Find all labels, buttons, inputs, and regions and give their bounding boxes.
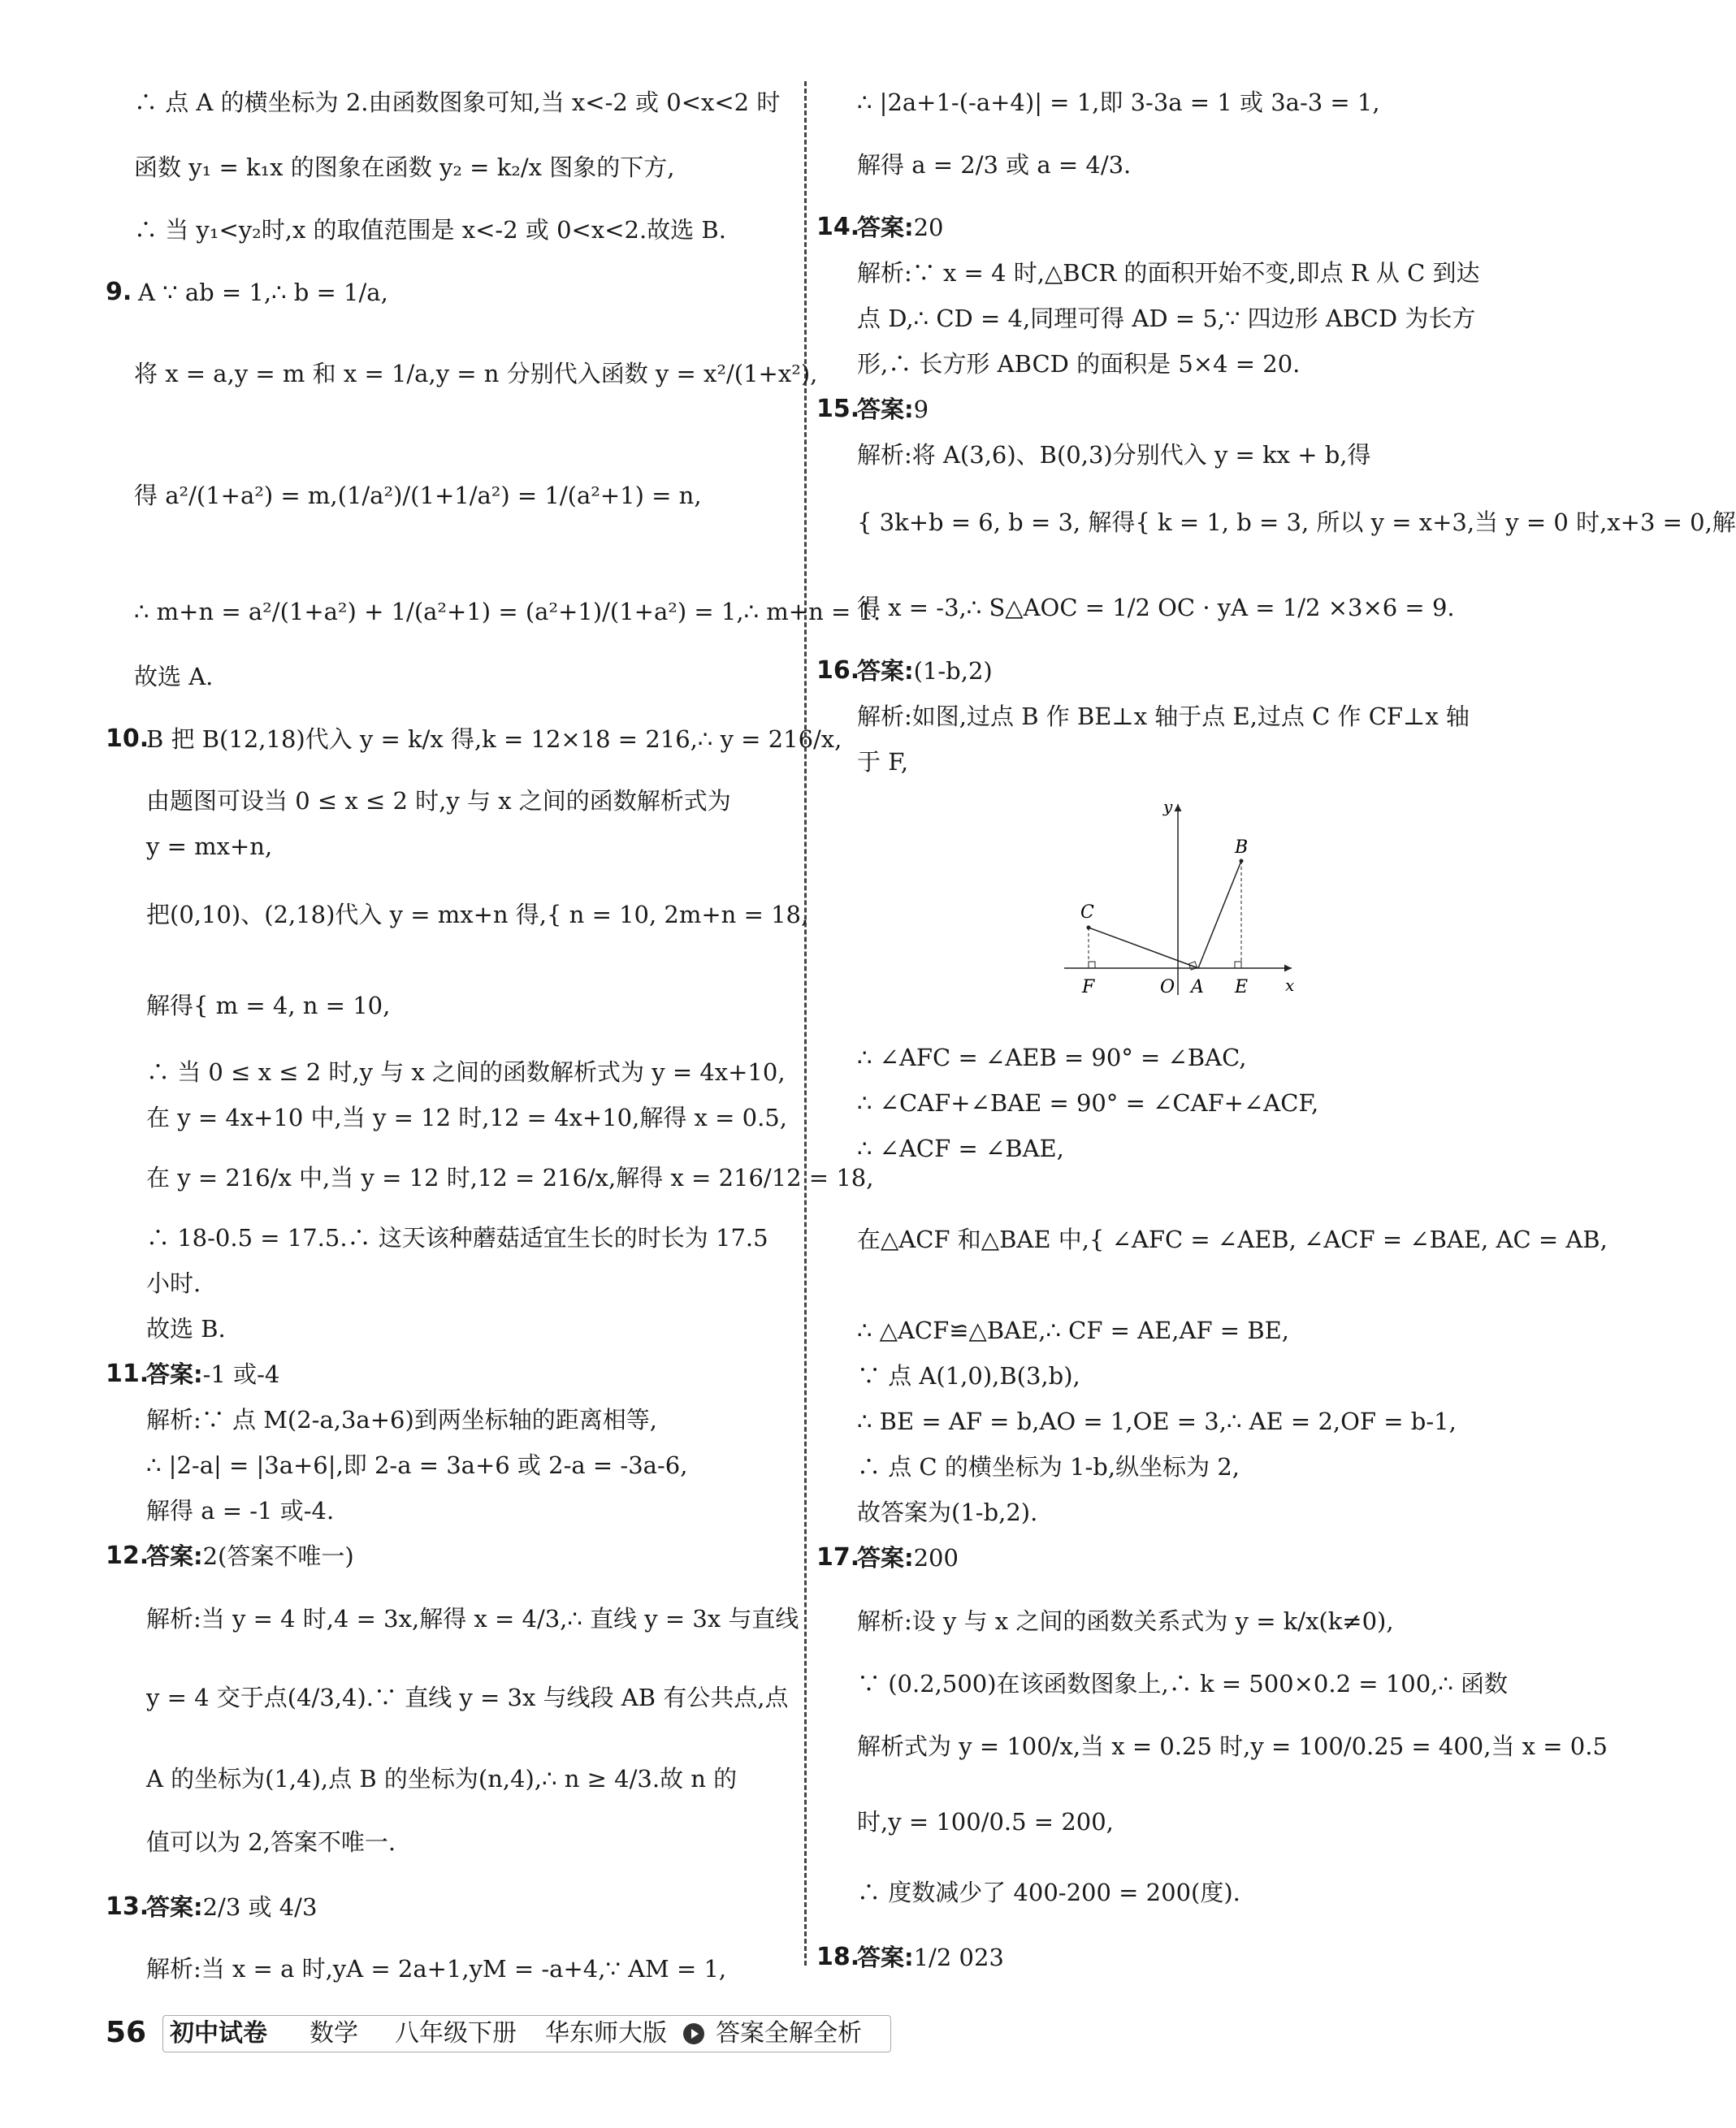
question-number: 17. bbox=[816, 1543, 860, 1572]
text-line: ∴ 当 y₁<y₂时,x 的取值范围是 x<-2 或 0<x<2.故选 B. bbox=[134, 216, 726, 244]
text-line: 解析:∵ x = 4 时,△BCR 的面积开始不变,即点 R 从 C 到达 bbox=[857, 259, 1480, 287]
answer-line bbox=[857, 395, 929, 424]
text-line: { 3k+b = 6, b = 3, 解得{ k = 1, b = 3, 所以 y = x+3,当 y = 0 时,x+3 = 0,解 bbox=[857, 508, 1736, 536]
answer-label: 答案: bbox=[857, 396, 914, 423]
footer-series: 初中试卷 bbox=[170, 2019, 267, 2048]
answer-value: 200 bbox=[913, 1544, 959, 1572]
right-angle-f bbox=[1089, 962, 1095, 968]
label-b: B bbox=[1235, 837, 1249, 858]
question-number: 16. bbox=[816, 656, 860, 685]
point-b bbox=[1240, 859, 1244, 863]
text-line: ∴ |2-a| = |3a+6|,即 2-a = 3a+6 或 2-a = -3a-6, bbox=[146, 1451, 688, 1479]
text-line: 由题图可设当 0 ≤ x ≤ 2 时,y 与 x 之间的函数解析式为 bbox=[146, 787, 731, 815]
answer-line bbox=[146, 1542, 354, 1571]
answer-value: 1/2 023 bbox=[913, 1944, 1004, 1971]
text-line: 故选 B. bbox=[146, 1315, 226, 1343]
label-c: C bbox=[1080, 902, 1094, 923]
answer-value: 2/3 或 4/3 bbox=[202, 1893, 318, 1921]
text-line: 在 y = 4x+10 中,当 y = 12 时,12 = 4x+10,解得 x = 0.5, bbox=[146, 1104, 787, 1131]
text-line: 解析:将 A(3,6)、B(0,3)分别代入 y = kx + b,得 bbox=[857, 441, 1371, 469]
footer-bar bbox=[162, 2015, 891, 2052]
label-a: A bbox=[1191, 977, 1204, 997]
segment-ab bbox=[1198, 861, 1241, 968]
answer-value: -1 或-4 bbox=[202, 1360, 280, 1388]
text-line: y = mx+n, bbox=[146, 833, 273, 860]
answer-line bbox=[857, 1543, 959, 1572]
answer-value: 20 bbox=[913, 214, 944, 241]
text-line: ∴ BE = AF = b,AO = 1,OE = 3,∴ AE = 2,OF = b-1, bbox=[857, 1408, 1457, 1435]
question-number: 12. bbox=[106, 1542, 149, 1570]
text-line: ∴ △ACF≌△BAE,∴ CF = AE,AF = BE, bbox=[857, 1317, 1290, 1344]
page-number: 56 bbox=[106, 2016, 147, 2049]
text-line: ∴ ∠ACF = ∠BAE, bbox=[857, 1135, 1064, 1162]
answer-label: 答案: bbox=[146, 1360, 203, 1388]
question-number: 13. bbox=[106, 1892, 149, 1921]
answer-value: 2(答案不唯一) bbox=[202, 1542, 354, 1570]
footer-subject: 数学 bbox=[310, 2019, 358, 2048]
text-line: 把(0,10)、(2,18)代入 y = mx+n 得,{ n = 10, 2m+n = 18, bbox=[146, 901, 809, 928]
text-line: ∴ ∠CAF+∠BAE = 90° = ∠CAF+∠ACF, bbox=[857, 1089, 1319, 1117]
text-line: 解析:如图,过点 B 作 BE⊥x 轴于点 E,过点 C 作 CF⊥x 轴 bbox=[857, 703, 1470, 730]
answer-label: 答案: bbox=[857, 214, 914, 241]
answer-label: 答案: bbox=[146, 1893, 203, 1921]
text-line: ∴ |2a+1-(-a+4)| = 1,即 3-3a = 1 或 3a-3 = 1, bbox=[857, 89, 1380, 116]
text-line: 形,∴ 长方形 ABCD 的面积是 5×4 = 20. bbox=[857, 350, 1301, 378]
right-angle-e bbox=[1235, 962, 1241, 968]
text-line: ∴ 点 C 的横坐标为 1-b,纵坐标为 2, bbox=[857, 1453, 1240, 1481]
question-number: 15. bbox=[816, 395, 860, 423]
footer-edition: 华东师大版 bbox=[545, 2019, 667, 2048]
text-line: 在 y = 216/x 中,当 y = 12 时,12 = 216/x,解得 x = 216/12 = 18, bbox=[146, 1164, 874, 1192]
text-line: 解析:当 x = a 时,yA = 2a+1,yM = -a+4,∵ AM = 1, bbox=[146, 1955, 727, 1983]
answer-label: 答案: bbox=[857, 1544, 914, 1572]
text-line: 解析:设 y 与 x 之间的函数关系式为 y = k/x(k≠0), bbox=[857, 1607, 1394, 1635]
answer-line bbox=[146, 1360, 279, 1389]
text-line: 在△ACF 和△BAE 中,{ ∠AFC = ∠AEB, ∠ACF = ∠BAE, AC = AB, bbox=[857, 1226, 1608, 1253]
coordinate-figure bbox=[1056, 796, 1300, 999]
text-line: ∴ 点 A 的横坐标为 2.由函数图象可知,当 x<-2 或 0<x<2 时 bbox=[134, 89, 781, 116]
label-o: O bbox=[1160, 977, 1175, 997]
text-line: 解得 a = 2/3 或 a = 4/3. bbox=[857, 151, 1132, 179]
text-line: 得 a²/(1+a²) = m,(1/a²)/(1+1/a²) = 1/(a²+1) = n, bbox=[134, 482, 702, 509]
text-line: 解析式为 y = 100/x,当 x = 0.25 时,y = 100/0.25 = 400,当 x = 0.5 bbox=[857, 1732, 1608, 1760]
text-line: 得 x = -3,∴ S△AOC = 1/2 OC · yA = 1/2 ×3×6 = 9. bbox=[857, 594, 1455, 621]
answer-value: (1-b,2) bbox=[913, 657, 993, 685]
question-number: 18. bbox=[816, 1943, 860, 1971]
answer-line bbox=[857, 213, 944, 242]
label-x: x bbox=[1285, 975, 1295, 995]
text-line: ∴ 18-0.5 = 17.5.∴ 这天该种蘑菇适宜生长的时长为 17.5 bbox=[146, 1224, 768, 1252]
footer-grade: 八年级下册 bbox=[395, 2019, 517, 2048]
answer-line bbox=[857, 1943, 1004, 1972]
text-line: ∵ (0.2,500)在该函数图象上,∴ k = 500×0.2 = 100,∴ 函数 bbox=[857, 1670, 1509, 1698]
label-f: F bbox=[1082, 977, 1095, 997]
label-e: E bbox=[1235, 977, 1249, 997]
text-line: ∴ ∠AFC = ∠AEB = 90° = ∠BAC, bbox=[857, 1044, 1247, 1071]
text-line: 函数 y₁ = k₁x 的图象在函数 y₂ = k₂/x 图象的下方, bbox=[134, 154, 675, 181]
text-line: 解得{ m = 4, n = 10, bbox=[146, 992, 391, 1019]
text-line: ∴ m+n = a²/(1+a²) + 1/(a²+1) = (a²+1)/(1+a²) = 1,∴ m+n = 1. bbox=[134, 598, 881, 625]
answer-line bbox=[857, 656, 993, 686]
question-number: 11. bbox=[106, 1360, 149, 1388]
text-line: 值可以为 2,答案不唯一. bbox=[146, 1828, 396, 1856]
text-line: 解析:当 y = 4 时,4 = 3x,解得 x = 4/3,∴ 直线 y = 3x 与直线 bbox=[146, 1605, 799, 1633]
text-line: 故答案为(1-b,2). bbox=[857, 1499, 1038, 1526]
answer-line bbox=[146, 1892, 317, 1922]
text-line: 解得 a = -1 或-4. bbox=[146, 1497, 335, 1525]
label-y: y bbox=[1163, 797, 1173, 816]
question-number: 14. bbox=[816, 213, 860, 241]
text-line: 于 F, bbox=[857, 748, 909, 776]
play-icon bbox=[683, 2023, 704, 2044]
answer-label: 答案: bbox=[857, 657, 914, 685]
question-number: 10. bbox=[106, 724, 149, 753]
point-c bbox=[1087, 926, 1091, 930]
footer-section: 答案全解全析 bbox=[716, 2019, 862, 2048]
text-line: ∴ 度数减少了 400-200 = 200(度). bbox=[857, 1879, 1240, 1906]
text-line: 小时. bbox=[146, 1269, 201, 1297]
answer-label: 答案: bbox=[857, 1944, 914, 1971]
text-line: ∵ 点 A(1,0),B(3,b), bbox=[857, 1362, 1080, 1390]
text-line: A 的坐标为(1,4),点 B 的坐标为(n,4),∴ n ≥ 4/3.故 n 的 bbox=[146, 1765, 738, 1793]
text-line: y = 4 交于点(4/3,4).∵ 直线 y = 3x 与线段 AB 有公共点,点 bbox=[146, 1684, 789, 1711]
text-line: B 把 B(12,18)代入 y = k/x 得,k = 12×18 = 216,∴ y = 216/x, bbox=[146, 725, 842, 753]
answer-value: 9 bbox=[913, 396, 929, 423]
text-line: 点 D,∴ CD = 4,同理可得 AD = 5,∵ 四边形 ABCD 为长方 bbox=[857, 305, 1476, 332]
text-line: 时,y = 100/0.5 = 200, bbox=[857, 1808, 1114, 1836]
text-line: 将 x = a,y = m 和 x = 1/a,y = n 分别代入函数 y = x²/(1+x²), bbox=[134, 360, 818, 387]
answer-label: 答案: bbox=[146, 1542, 203, 1570]
question-number: 9. bbox=[106, 278, 132, 306]
segment-ca bbox=[1089, 928, 1198, 968]
text-line: A ∵ ab = 1,∴ b = 1/a, bbox=[138, 279, 388, 306]
text-line: 故选 A. bbox=[134, 663, 214, 690]
text-line: ∴ 当 0 ≤ x ≤ 2 时,y 与 x 之间的函数解析式为 y = 4x+10, bbox=[146, 1058, 786, 1086]
text-line: 解析:∵ 点 M(2-a,3a+6)到两坐标轴的距离相等, bbox=[146, 1406, 657, 1434]
